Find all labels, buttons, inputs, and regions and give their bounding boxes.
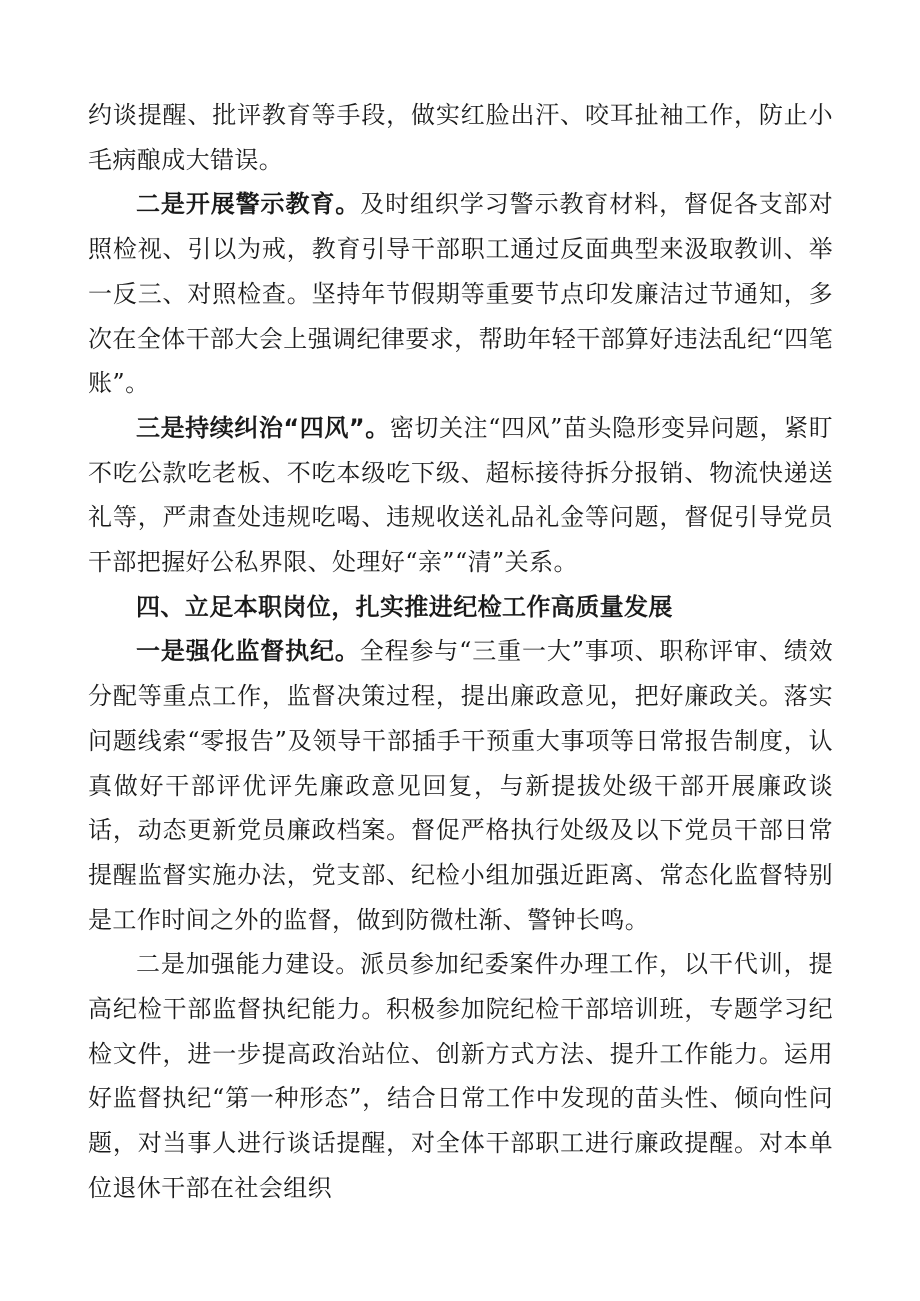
paragraph-text: 约谈提醒、批评教育等手段，做实红脸出汗、咬耳扯袖工作，防止小毛病酿成大错误。 [88, 101, 833, 174]
paragraph-text: 密切关注“四风”苗头隐形变异问题，紧盯不吃公款吃老板、不吃本级吃下级、超标接待拆分报销、物流快递送礼等，严肃查处违规吃喝、违规收送礼品礼金等问题，督促引导党员干部把握好公私界限、处理好“亲”“清”关系。 [88, 413, 833, 577]
paragraph-lead-heading: 三是持续纠治“四风”。 [136, 413, 390, 442]
paragraph-supervision [88, 629, 833, 942]
paragraph-continuation [88, 93, 833, 182]
paragraph-four-winds [88, 406, 833, 585]
paragraph-text: 二是加强能力建设。派员参加纪委案件办理工作，以干代训，提高纪检干部监督执纪能力。积极参加院纪检干部培训班，专题学习纪检文件，进一步提高政治站位、创新方式方法、提升工作能力。运用好监督执纪“第一种形态”，结合日常工作中发现的苗头性、倾向性问题，对当事人进行谈话提醒，对全体干部职工进行廉政提醒。对本单位退休干部在社会组织 [88, 950, 833, 1202]
document-body [88, 93, 833, 1211]
paragraph-text: 全程参与“三重一大”事项、职称评审、绩效分配等重点工作，监督决策过程，提出廉政意见，把好廉政关。落实问题线索“零报告”及领导干部插手干预重大事项等日常报告制度，认真做好干部评优评先廉政意见回复，与新提拔处级干部开展廉政谈话，动态更新党员廉政档案。督促严格执行处级及以下党员干部日常提醒监督实施办法，党支部、纪检小组加强近距离、常态化监督特别是工作时间之外的监督，做到防微杜渐、警钟长鸣。 [88, 637, 833, 934]
paragraph-lead-heading: 一是强化监督执纪。 [136, 637, 360, 666]
section-heading-four: 四、立足本职岗位，扎实推进纪检工作高质量发展 [136, 592, 673, 621]
paragraph-lead-heading: 二是开展警示教育。 [136, 190, 361, 219]
paragraph-warning-education [88, 182, 833, 406]
paragraph-text: 及时组织学习警示教育材料，督促各支部对照检视、引以为戒，教育引导干部职工通过反面典型来汲取教训、举一反三、对照检查。坚持年节假期等重要节点印发廉洁过节通知，多次在全体干部大会上强调纪律要求，帮助年轻干部算好违法乱纪“四笔账”。 [88, 190, 833, 398]
paragraph-capacity-building [88, 942, 833, 1210]
